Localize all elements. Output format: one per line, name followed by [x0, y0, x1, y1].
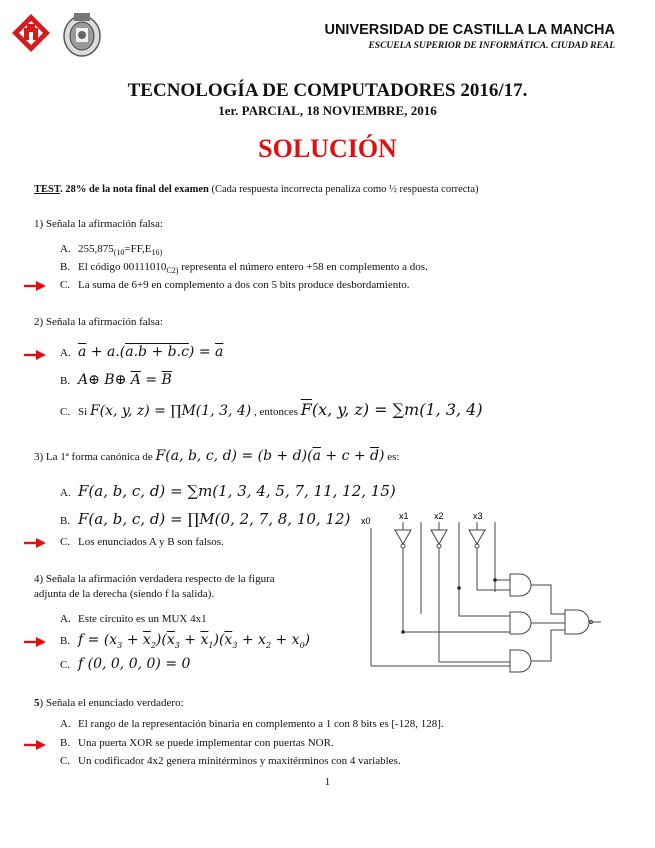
q3-option-c: C. Los enunciados A y B son falsos.: [60, 536, 224, 548]
university-logo: [10, 12, 52, 54]
q1-option-c: C. La suma de 6+9 en complemento a dos con 5 bits produce desbordamiento.: [60, 279, 410, 291]
q5-option-b: B. Una puerta XOR se puede implementar con puertas NOR.: [60, 737, 334, 749]
exam-subtitle: 1er. PARCIAL, 18 NOVIEMBRE, 2016: [218, 103, 437, 118]
page-number: 1: [324, 776, 331, 788]
x0-label: x0: [361, 516, 371, 526]
q1-option-a: A. $255,875_{(10}=FF,E_{16)}$: [60, 243, 163, 258]
question-3: 3) La 1ª forma canónica de F(a, b, c, $d) = (b + d)(\overline{a} + c + \overline{d})$ es:: [34, 448, 400, 464]
q4-option-c: C. f (0, 0, 0, 0) = 0: [60, 656, 191, 672]
school-name: ESCUELA SUPERIOR DE INFORMÁTICA. CIUDAD REAL: [368, 41, 615, 51]
question-5: 5) Señala el enunciado verdadero:: [34, 697, 184, 709]
question-1: 1) Señala la afirmación falsa:: [34, 218, 163, 230]
answer-arrow-icon: [24, 281, 46, 291]
logic-circuit-diagram: [355, 510, 620, 680]
answer-arrow-icon: [24, 350, 46, 360]
answer-arrow-icon: [24, 538, 46, 548]
q3-option-b: B. F(a, b, c, d) = ∏M(0, 2, 7, 8, 10, 12): [60, 510, 351, 528]
q2-option-c: C. Si F(x, y, z) = ∏M(1, 3, 4) , entonces $\overline{F}(x$, y, z) = ∑m(1, 3, 4): [60, 400, 483, 419]
q1-option-b: B. El código $00111010_{C2)}$ representa el número entero +58 en complemento a dos.: [60, 261, 428, 276]
q3-option-a: A. F(a, b, c, d) = ∑m(1, 3, 4, 5, 7, 11, 12, 15): [60, 482, 396, 500]
test-instructions: TEST. 28% de la nota final del examen (Cada respuesta incorrecta penaliza como ½ respuesta correcta): [34, 184, 479, 195]
x3-label: x3: [473, 511, 483, 521]
x2-label: x2: [434, 511, 444, 521]
school-crest: [60, 10, 104, 58]
solution-heading: SOLUCIÓN: [258, 134, 397, 163]
exam-title: TECNOLOGÍA DE COMPUTADORES 2016/17.: [127, 80, 528, 101]
answer-arrow-icon: [24, 740, 46, 750]
q5-option-c: C. Un codificador 4x2 genera minitérminos y maxitérminos con 4 variables.: [60, 755, 401, 767]
x1-label: x1: [399, 511, 409, 521]
q4-option-a: A. Este circuito es un MUX 4x1: [60, 613, 207, 625]
question-4-line-1: 4) Señala la afirmación verdadera respecto de la figura: [34, 573, 275, 585]
q4-option-b: B. $f = (x_3 + \overline{x}_2)(\overline{x}_3 + \overline{x}_1)(\overline{x}_3 + x_2 + x_0)$: [60, 632, 311, 650]
question-2: 2) Señala la afirmación falsa:: [34, 316, 163, 328]
university-name: UNIVERSIDAD DE CASTILLA LA MANCHA: [324, 22, 615, 38]
q5-option-a: A. El rango de la representación binaria en complemento a 1 con 8 bits es [-128, 128].: [60, 718, 444, 730]
answer-arrow-icon: [24, 637, 46, 647]
q2-option-b: B. A⊕ B⊕ $\overline{A} = \overline{B}$: [60, 372, 172, 388]
q2-option-a: A. $\overline{a} + a.(a.b + b.c) = \overline{a}$: [60, 344, 224, 360]
question-4-line-2: adjunta de la derecha (siendo f la salida).: [34, 588, 215, 600]
